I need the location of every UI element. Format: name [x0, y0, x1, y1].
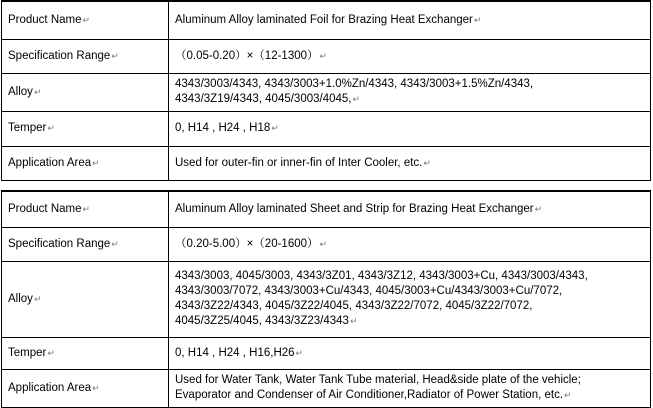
row-label: Product Name	[8, 202, 82, 215]
value-line: Aluminum Alloy laminated Foil for Brazing Heat Exchanger	[175, 13, 473, 26]
label-cell	[2, 191, 169, 227]
label-cell	[2, 39, 169, 73]
value-line: Used for Water Tank, Water Tank Tube material, Head&side plate of the vehicle;	[175, 374, 581, 386]
value-cell	[169, 1, 651, 39]
paragraph-mark-icon: ↵	[47, 123, 55, 133]
row-label: Specification Range	[8, 49, 111, 62]
row-label: Application Area	[8, 381, 92, 394]
row-application-area	[2, 146, 651, 180]
label-cell	[2, 73, 169, 111]
label-cell	[2, 337, 169, 369]
value-line: 0, H14 , H24 , H16,H26	[175, 346, 295, 359]
row-application-area	[2, 369, 651, 407]
paragraph-mark-icon: ↵	[92, 157, 100, 168]
value-cell	[169, 369, 651, 407]
value-cell	[169, 227, 651, 261]
paragraph-mark-icon: ↵	[534, 203, 543, 214]
row-label: Temper	[8, 122, 47, 134]
value-line: 4343/3Z19/4343, 4045/3003/4045,	[175, 93, 352, 105]
value-line: （0.20-5.00）×（20-1600）	[175, 237, 319, 250]
row-product-name	[2, 191, 651, 227]
row-label: Specification Range	[8, 237, 111, 250]
row-temper	[2, 111, 651, 146]
value-line: Aluminum Alloy laminated Sheet and Strip for Brazing Heat Exchanger	[175, 202, 534, 215]
row-label: Alloy	[8, 292, 33, 305]
row-product-name	[2, 1, 651, 39]
row-label: Application Area	[8, 156, 92, 169]
paragraph-mark-icon: ↵	[349, 316, 358, 326]
row-label: Alloy	[8, 85, 33, 98]
paragraph-mark-icon: ↵	[319, 238, 328, 249]
paragraph-mark-icon: ↵	[111, 50, 119, 61]
spec-table-foil	[1, 0, 651, 181]
spec-table-sheet-strip	[1, 190, 651, 408]
paragraph-mark-icon: ↵	[564, 390, 572, 400]
label-cell	[2, 261, 169, 337]
paragraph-mark-icon: ↵	[47, 347, 55, 358]
paragraph-mark-icon: ↵	[319, 50, 328, 61]
value-line: 4343/3003, 4045/3003, 4343/3Z01, 4343/3Z12, 4343/3003+Cu, 4343/3003/4343,	[175, 270, 588, 282]
row-temper	[2, 337, 651, 369]
value-cell	[169, 191, 651, 227]
paragraph-mark-icon: ↵	[352, 94, 361, 104]
label-cell	[2, 111, 169, 146]
row-label: Temper	[8, 346, 47, 359]
paragraph-mark-icon: ↵	[33, 293, 42, 304]
row-alloy	[2, 261, 651, 337]
value-line: 4343/3Z22/4343, 4045/3Z22/4045, 4343/3Z22/7072, 4045/3Z22/7072,	[175, 300, 533, 312]
paragraph-mark-icon: ↵	[82, 14, 91, 25]
paragraph-mark-icon: ↵	[271, 123, 279, 133]
value-cell	[169, 111, 651, 146]
row-label: Product Name	[8, 13, 82, 26]
value-line: （0.05-0.20）×（12-1300）	[175, 49, 319, 62]
value-cell	[169, 39, 651, 73]
value-line: 4343/3003/4343, 4343/3003+1.0%Zn/4343, 4343/3003+1.5%Zn/4343,	[175, 78, 534, 90]
label-cell	[2, 227, 169, 261]
paragraph-mark-icon: ↵	[33, 86, 42, 97]
value-line: Used for outer-fin or inner-fin of Inter Cooler, etc.	[175, 156, 423, 169]
paragraph-mark-icon: ↵	[82, 203, 91, 214]
paragraph-mark-icon: ↵	[423, 157, 431, 168]
value-line: 0, H14 , H24 , H18	[175, 122, 271, 134]
value-line: 4045/3Z25/4045, 4343/3Z23/4343	[175, 315, 349, 327]
label-cell	[2, 1, 169, 39]
paragraph-mark-icon: ↵	[295, 347, 304, 358]
paragraph-mark-icon: ↵	[111, 238, 119, 249]
value-line: 4343/3003/7072, 4343/3003+Cu/4343, 4045/3003+Cu/4343/3003+Cu/7072,	[175, 285, 563, 297]
value-cell	[169, 146, 651, 180]
paragraph-mark-icon: ↵	[473, 14, 482, 25]
value-line: Evaporator and Condenser of Air Conditioner,Radiator of Power Station, etc.	[175, 389, 564, 401]
row-specification-range	[2, 227, 651, 261]
row-specification-range	[2, 39, 651, 73]
label-cell	[2, 369, 169, 407]
label-cell	[2, 146, 169, 180]
value-cell	[169, 73, 651, 111]
row-alloy	[2, 73, 651, 111]
paragraph-mark-icon: ↵	[92, 382, 100, 393]
value-cell	[169, 261, 651, 337]
value-cell	[169, 337, 651, 369]
